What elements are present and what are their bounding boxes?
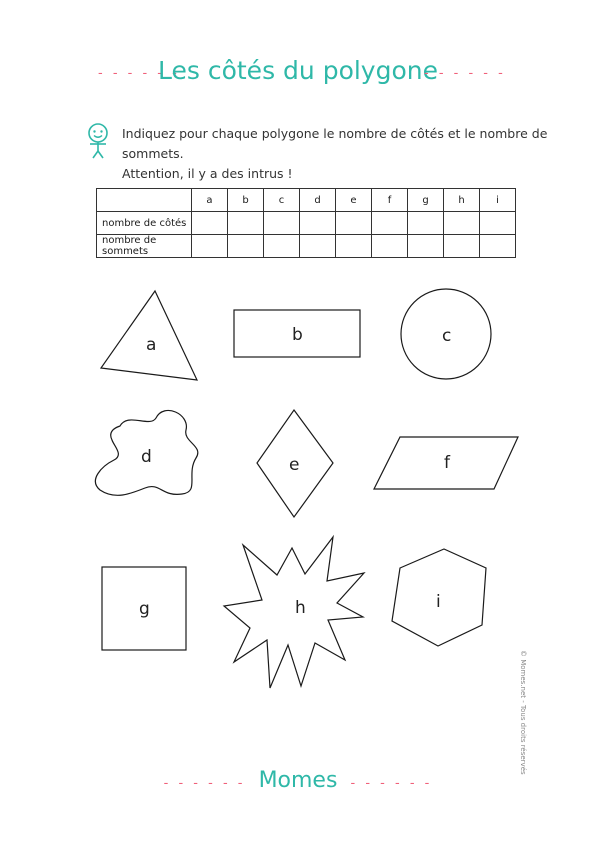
- column-header-e: e: [336, 189, 372, 212]
- column-header-b: b: [228, 189, 264, 212]
- footer-dashes-left: - - - - - -: [163, 776, 246, 791]
- column-header-d: d: [300, 189, 336, 212]
- shape-label-f: f: [444, 453, 450, 473]
- column-header-c: c: [264, 189, 300, 212]
- shape-label-i: i: [436, 592, 441, 612]
- column-header-h: h: [444, 189, 480, 212]
- header-dashes-left: - - - - - -: [98, 66, 180, 81]
- footer-dashes-right: - - - - - -: [350, 776, 433, 791]
- column-header-g: g: [408, 189, 444, 212]
- column-header-a: a: [192, 189, 228, 212]
- shape-label-c: c: [442, 326, 452, 346]
- momes-logo[interactable]: Momes: [258, 768, 338, 793]
- column-header-f: f: [372, 189, 408, 212]
- column-header-i: i: [480, 189, 516, 212]
- shape-label-e: e: [289, 455, 300, 475]
- instruction-line-2: Attention, il y a des intrus !: [122, 166, 293, 181]
- shape-label-b: b: [292, 325, 303, 345]
- shape-label-a: a: [146, 335, 157, 355]
- header-dashes-right: - - - - - -: [424, 66, 506, 81]
- shape-label-h: h: [295, 598, 306, 618]
- footer-logo: [0, 768, 596, 793]
- shape-label-g: g: [139, 599, 150, 619]
- page-title: Les côtés du polygone: [158, 56, 438, 85]
- row-label-vertices: nombre de sommets: [97, 235, 192, 258]
- copyright-text: © Momes.net - Tous droits réservés: [519, 650, 527, 775]
- instruction-line-1: Indiquez pour chaque polygone le nombre de côtés et le nombre de sommets.: [122, 126, 548, 161]
- row-label-sides: nombre de côtés: [97, 212, 192, 235]
- shape-label-d: d: [141, 447, 152, 467]
- shape-h-star: [224, 537, 364, 688]
